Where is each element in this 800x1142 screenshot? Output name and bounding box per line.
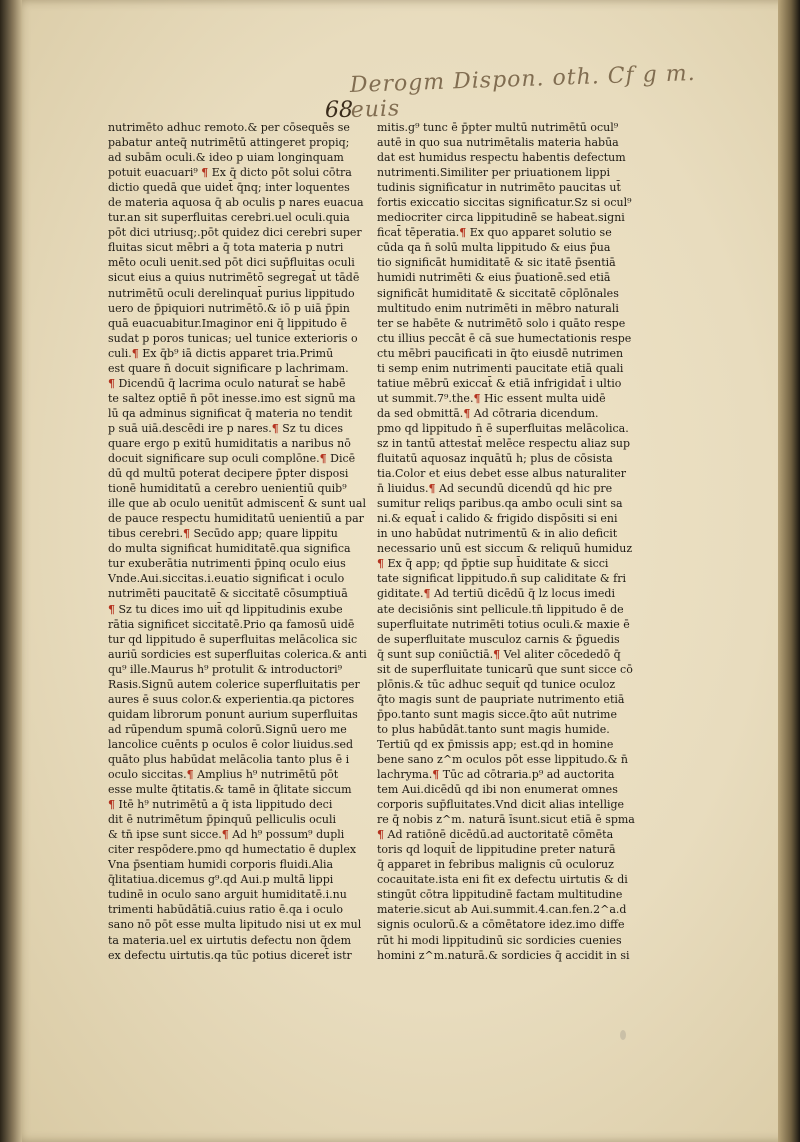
paragraph-mark: ¶ bbox=[108, 798, 115, 812]
text-line: rūt hi modi lippitudinū sic sordicies cuenies bbox=[377, 933, 622, 947]
text-line: n̄ liuidus.¶ Ad secundū dicendū qd hic pre bbox=[377, 482, 613, 496]
paper-stain bbox=[620, 1030, 626, 1040]
text-line: ¶ Sz tu dices imo uit̄ qd lippitudinis exube bbox=[108, 602, 343, 616]
right-text-column bbox=[377, 120, 635, 963]
right-page-edge bbox=[778, 0, 800, 1142]
text-line: qu⁹ ille.Maurus h⁹ protulit & introductori⁹ bbox=[108, 662, 343, 676]
text-line: fortis exiccatio siccitas significatur.Sz si ocul⁹ bbox=[377, 196, 632, 210]
text-line: ti semp enim nutrimenti paucitate etiā quali bbox=[377, 361, 624, 375]
text-line: q̄ sunt sup coniūctiā.¶ Vel aliter cōcededō q̄ bbox=[377, 647, 621, 661]
text-line: sudat p poros tunicas; uel tunice exterioris o bbox=[108, 331, 358, 345]
paragraph-mark: ¶ bbox=[131, 346, 139, 360]
paragraph-mark: ¶ bbox=[201, 166, 209, 180]
text-line: dat est humidus respectu habentis defectum bbox=[377, 151, 626, 165]
text-line: lancolice cuēnts p oculos ē color liuidus.sed bbox=[108, 737, 354, 751]
text-line: quāto plus habūdat melācolia tanto plus ē i bbox=[108, 752, 350, 766]
paragraph-mark: ¶ bbox=[473, 391, 481, 405]
text-line: Vnde.Aui.siccitas.i.euatio significat i oculo bbox=[108, 572, 345, 586]
paragraph-mark: ¶ bbox=[377, 557, 384, 571]
text-line: ter se habēte & nutrimētō solo i quāto respe bbox=[377, 316, 626, 330]
text-line: & tn̄ ipse sunt sicce.¶ Ad h⁹ possum⁹ dupli bbox=[108, 828, 345, 842]
text-line: lū qa adminus significat q̄ materia no tendit bbox=[108, 406, 353, 420]
text-line: docuit significare sup oculi complōne.¶ Dicē bbox=[108, 452, 356, 466]
text-line: ¶ Itē h⁹ nutrimētū a q̄ ista lippitudo deci bbox=[108, 798, 333, 812]
text-line: bene sano z^m oculos pōt esse lippitudo.& n̄ bbox=[377, 752, 629, 766]
text-line: tur exuberātia nutrimenti p̄pinq oculo eius bbox=[108, 557, 346, 571]
text-line: sano nō pōt esse multa lipitudo nisi ut ex mul bbox=[108, 918, 362, 932]
text-line: pabatur anteq̄ nutrimētū attingeret propiq; bbox=[108, 136, 350, 150]
text-line: dictio quedā que uidet̄ q̄nq; inter loquentes bbox=[108, 181, 350, 195]
text-line: nutrimēti paucitatē & siccitatē cōsumptiuā bbox=[108, 587, 348, 601]
paragraph-mark: ¶ bbox=[463, 406, 471, 420]
text-line: trimenti habūdātiā.cuius ratio ē.qa i oculo bbox=[108, 903, 344, 917]
text-line: sz in tantū attestat̄ melēce respectu aliaz sup bbox=[377, 436, 631, 450]
paragraph-mark: ¶ bbox=[221, 828, 229, 842]
text-line: tio significāt humiditatē & sic itatē p̄sentiā bbox=[377, 256, 616, 270]
handwritten-marginal-note: Derogm Dispon. oth. Cf g m. euis bbox=[349, 60, 697, 123]
text-line: ate decisiōnis sint pellicule.tn̄ lippitudo ē de bbox=[377, 602, 624, 616]
text-line: ad rūpendum spumā colorū.Signū uero me bbox=[108, 722, 347, 736]
paragraph-mark: ¶ bbox=[319, 452, 327, 466]
text-line: cūda qa n̄ solū multa lippitudo & eius p̄ua bbox=[377, 241, 611, 255]
text-line: de superfluitate musculoz carnis & p̄guedis bbox=[377, 632, 620, 646]
text-line: da sed obmittā.¶ Ad cōtraria dicendum. bbox=[377, 406, 599, 420]
text-line: plōnis.& tūc adhuc sequit̄ qd tunice oculoz bbox=[377, 677, 616, 691]
text-line: tur qd lippitudo ē superfluitas melācolica sic bbox=[108, 632, 358, 646]
paragraph-mark: ¶ bbox=[423, 587, 431, 601]
text-line: ¶ Ex q̄ app; qd p̄ptie sup h̄uiditate & sicci bbox=[377, 557, 609, 571]
text-line: auriū sordicies est superfluitas colerica.& anti bbox=[108, 647, 367, 661]
left-text-column bbox=[108, 120, 367, 963]
text-line: q̄to magis sunt de paupriate nutrimento etiā bbox=[377, 692, 625, 706]
paragraph-mark: ¶ bbox=[186, 768, 194, 782]
text-line: ta materia.uel ex uirtutis defectu non q̄dem bbox=[108, 933, 352, 947]
text-line: nutrimenti.Similiter per priuationem lippi bbox=[377, 166, 611, 180]
text-line: dit ē nutrimētum p̄pinquū pelliculis oculi bbox=[108, 813, 337, 827]
text-line: mēto oculi uenit.sed pōt dici sup̄fluitas oculi bbox=[108, 256, 355, 270]
text-line: do multa significat humiditatē.qua significa bbox=[108, 542, 351, 556]
text-line: stingūt cōtra lippitudinē factam multitudine bbox=[377, 888, 623, 902]
text-line: homini z^m.naturā.& sordicies q̄ accidit in si bbox=[377, 948, 630, 962]
text-line: ¶ Dicendū q̄ lacrima oculo naturat̄ se habē bbox=[108, 376, 346, 390]
text-line: sit de superfluitate tunicarū que sunt sicce cō bbox=[377, 662, 633, 676]
text-line: est quare n̄ docuit significare p lachrimam. bbox=[108, 361, 349, 375]
text-line: Rasis.Signū autem colerice superfluitatis per bbox=[108, 677, 360, 691]
text-line: sumitur reliqs paribus.qa ambo oculi sint sa bbox=[377, 497, 623, 511]
text-line: materie.sicut ab Aui.summit.4.can.fen.2^a.d bbox=[377, 903, 627, 917]
text-line: q̄ apparet in febribus malignis cū oculoruz bbox=[377, 858, 614, 872]
text-line: autē in quo sua nutrimētalis materia habūa bbox=[377, 136, 619, 150]
paragraph-mark: ¶ bbox=[493, 647, 501, 661]
text-line: fluitas sicut mēbri a q̄ tota materia p nutri bbox=[108, 241, 344, 255]
text-line: ille que ab oculo uenitūt admiscent̄ & sunt ual bbox=[108, 497, 366, 511]
text-line: in uno habūdat nutrimentū & in alio deficit bbox=[377, 527, 618, 541]
text-line: citer respōdere.pmo qd humectatio ē duplex bbox=[108, 843, 357, 857]
text-line: tibus cerebri.¶ Secūdo app; quare lippitu bbox=[108, 527, 338, 541]
text-line: p̄po.tanto sunt magis sicce.q̄to aūt nutrime bbox=[377, 707, 617, 721]
text-line: tia.Color et eius debet esse albus naturaliter bbox=[377, 467, 626, 481]
text-line: ni.& equat̄ i calido & frigido dispōsiti si eni bbox=[377, 512, 618, 526]
text-line: potuit euacuari⁹ ¶ Ex q̄ dicto pōt solui cōtra bbox=[108, 166, 352, 180]
text-line: nutrimēto adhuc remoto.& per cōsequēs se bbox=[108, 121, 350, 134]
text-line: sicut eius a quius nutrimētō segregat̄ ut tādē bbox=[108, 271, 360, 285]
text-line: ex defectu uirtutis.qa tūc potius diceret̄ istr bbox=[108, 948, 352, 962]
text-line: tudinis significatur in nutrimēto paucitas ut̄ bbox=[377, 181, 621, 195]
text-line: lachryma.¶ Tūc ad cōtraria.p⁹ ad auctorita bbox=[377, 768, 615, 782]
text-line: quare ergo p exitū humiditatis a naribus nō bbox=[108, 436, 351, 450]
text-line: tur.an sit superfluitas cerebri.uel oculi.quia bbox=[108, 211, 350, 225]
text-line: quidam librorum ponunt aurium superfluitas bbox=[108, 707, 358, 721]
text-line: signis oculorū.& a cōmētatore idez.imo diffe bbox=[377, 918, 625, 932]
paragraph-mark: ¶ bbox=[428, 482, 436, 496]
text-line: tatiue mēbrū exiccat̄ & etiā infrigidat̄ i ultio bbox=[377, 376, 622, 390]
text-line: dū qd multū poterat decipere p̄pter disposi bbox=[108, 467, 349, 481]
text-line: mitis.g⁹ tunc ē p̄pter multū nutrimētū ocul⁹ bbox=[377, 121, 619, 134]
paragraph-mark: ¶ bbox=[459, 226, 467, 240]
text-line: de materia aquosa q̄ ab oculis p nares euacua bbox=[108, 196, 364, 210]
text-line: uero de p̄piquiori nutrimētō.& iō p uiā p̄pin bbox=[108, 301, 350, 315]
text-line: Tertiū qd ex p̄missis app; est.qd in homine bbox=[377, 737, 614, 751]
text-line: corporis sup̄fluitates.Vnd dicit alias intellige bbox=[377, 798, 625, 812]
text-line: culi.¶ Ex q̄b⁹ iā dictis apparet tria.Primū bbox=[108, 346, 334, 360]
paragraph-mark: ¶ bbox=[377, 828, 384, 842]
text-line: p suā uiā.descēdi ire p nares.¶ Sz tu dices bbox=[108, 421, 343, 435]
text-line: necessario unū est siccum & reliquū humiduz bbox=[377, 542, 633, 556]
text-line: pmo qd lippitudo n̄ ē superfluitas melācolica. bbox=[377, 421, 629, 435]
text-line: fluitatū aquosaz inquātū h; plus de cōsista bbox=[377, 452, 613, 466]
text-line: to plus habūdāt.tanto sunt magis humide. bbox=[377, 722, 610, 736]
text-line: mediocriter circa lippitudinē se habeat.signi bbox=[377, 211, 625, 225]
text-line: aures ē suus color.& experientia.qa pictores bbox=[108, 692, 355, 706]
paragraph-mark: ¶ bbox=[271, 421, 279, 435]
paragraph-mark: ¶ bbox=[108, 376, 115, 390]
text-line: Vna p̄sentiam humidi corporis fluidi.Alia bbox=[108, 858, 334, 872]
text-line: giditate.¶ Ad tertiū dicēdū q̄ lz locus imedi bbox=[377, 587, 615, 601]
text-line: tionē humiditatū a cerebro uenientiū quib⁹ bbox=[108, 482, 347, 496]
text-line: quā euacuabitur.Imaginor eni q̄ lippitudo ē bbox=[108, 316, 348, 330]
paragraph-mark: ¶ bbox=[432, 768, 440, 782]
text-line: te saltez optiē n̄ pōt inesse.imo est signū ma bbox=[108, 391, 356, 405]
text-line: tem Aui.dicēdū qd ibi non enumerat omnes bbox=[377, 783, 618, 797]
text-line: tudinē in oculo sano arguit humiditatē.i.nu bbox=[108, 888, 347, 902]
paragraph-mark: ¶ bbox=[108, 602, 115, 616]
text-line: esse multe q̄titatis.& tamē in q̄litate siccum bbox=[108, 783, 352, 797]
text-line: pōt dici utriusq;.pōt quidez dici cerebri super bbox=[108, 226, 362, 240]
text-line: cocauitate.ista eni fit ex defectu uirtutis & di bbox=[377, 873, 628, 887]
text-line: de pauce respectu humiditatū uenientiū a par bbox=[108, 512, 364, 526]
text-line: ctu illius peccāt ē cā sue humectationis respe bbox=[377, 331, 632, 345]
text-line: ad subām oculi.& ideo p uiam longinquam bbox=[108, 151, 344, 165]
text-line: q̄litatiua.dicemus g⁹.qd Aui.p multā lippi bbox=[108, 873, 334, 887]
text-line: tate significat lippitudo.n̄ sup caliditate & fri bbox=[377, 572, 626, 586]
text-line: ¶ Ad ratiōnē dicēdū.ad auctoritatē cōmēta bbox=[377, 828, 614, 842]
left-page-edge bbox=[0, 0, 22, 1142]
text-line: rātia significet siccitatē.Prio qa famosū uidē bbox=[108, 617, 355, 631]
folio-number: 68 bbox=[325, 98, 353, 123]
text-line: multitudo enim nutrimēti in mēbro naturali bbox=[377, 301, 619, 315]
text-line: significāt humiditatē & siccitatē cōplōnales bbox=[377, 286, 619, 300]
text-line: superfluitate nutrimēti totius oculi.& maxie ē bbox=[377, 617, 630, 631]
text-line: humidi nutrimēti & eius p̄uationē.sed etiā bbox=[377, 271, 611, 285]
text-line: nutrimētū oculi derelinquat̄ purius lippitudo bbox=[108, 286, 355, 300]
text-line: ficat̄ tēperatia.¶ Ex quo apparet solutio se bbox=[377, 226, 612, 240]
text-line: ut summit.7⁹.the.¶ Hic essent multa uidē bbox=[377, 391, 606, 405]
text-line: oculo siccitas.¶ Amplius h⁹ nutrimētū pōt bbox=[108, 768, 339, 782]
text-line: re q̄ nobis z^m. naturā īsunt.sicut etiā ē spma bbox=[377, 813, 635, 827]
paragraph-mark: ¶ bbox=[182, 527, 190, 541]
text-line: ctu mēbri paucificati in q̄to eiusdē nutrimen bbox=[377, 346, 624, 360]
text-line: toris qd loquit̄ de lippitudine preter naturā bbox=[377, 843, 616, 857]
